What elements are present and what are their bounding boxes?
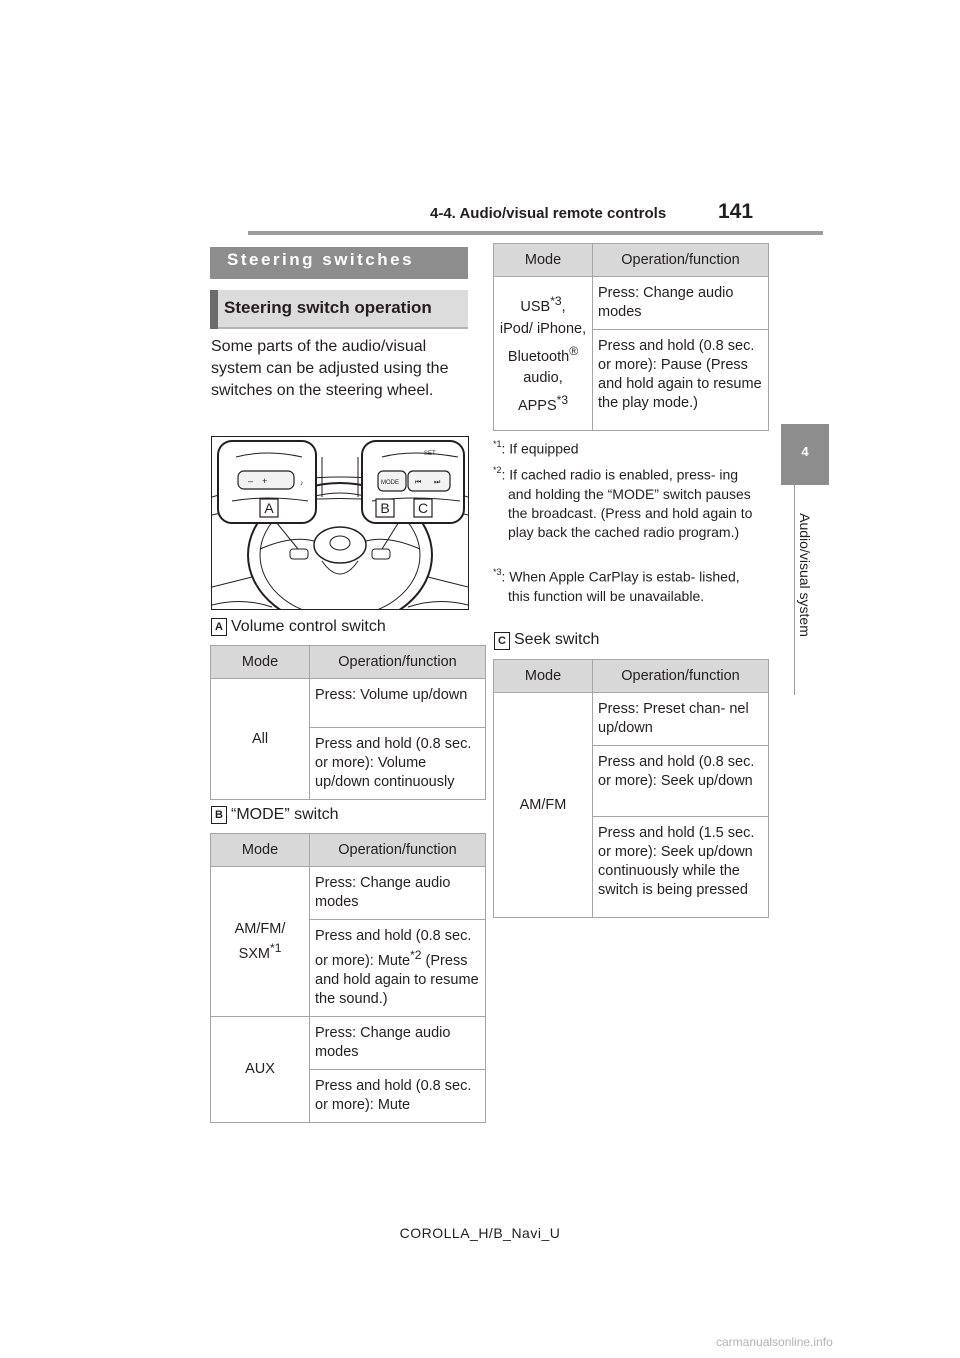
col-header-operation: Operation/function: [593, 244, 769, 277]
mode-switch-table-continued: [493, 243, 769, 431]
switch-b-badge: B: [211, 806, 227, 824]
switch-c-label: Seek switch: [514, 631, 600, 648]
mode-comma: ,: [561, 298, 566, 315]
col-header-mode: Mode: [211, 834, 310, 867]
mode-cell: AUX: [211, 1016, 310, 1122]
footnote-ref: *1: [270, 940, 282, 955]
mode-cell: [494, 277, 593, 431]
footnote-ref: *3: [556, 393, 569, 408]
footnote-mark: *3: [493, 567, 502, 577]
switch-c-badge: C: [494, 632, 510, 650]
footnote-ref: *3: [550, 293, 562, 308]
operation-text: (Press and hold again to resume the sound.): [315, 952, 479, 1007]
callout-a: A: [264, 500, 274, 516]
mode-ipod: iPod/ iPhone,: [499, 320, 587, 337]
mode-cell: All: [211, 679, 310, 800]
mode-apps: APPS: [517, 398, 557, 415]
operation-cell: Press: Change audio modes: [593, 277, 769, 330]
switch-a-label: Volume control switch: [231, 618, 386, 635]
steering-wheel-illustration: [211, 436, 469, 610]
intro-paragraph: Some parts of the audio/visual system can be adjusted using the switches on the steering wheel.: [211, 338, 449, 399]
operation-cell: Press and hold (1.5 sec. or more): Seek up/down continuously while the switch is being pressed: [593, 817, 769, 918]
switch-b-label: “MODE” switch: [231, 806, 339, 823]
operation-cell: Press: Preset chan- nel up/down: [593, 693, 769, 746]
mode-cell: [211, 867, 310, 1017]
seek-switch-table: [493, 659, 769, 918]
operation-cell: Press and hold (0.8 sec. or more): Mute: [310, 1069, 486, 1122]
footnote-text: : If equipped: [501, 440, 579, 457]
mode-bluetooth: Bluetooth: [507, 348, 570, 365]
svg-text:♪: ♪: [300, 480, 304, 487]
callout-b: B: [380, 500, 390, 516]
chapter-tab-number: 4: [801, 444, 809, 459]
mode-text: AM/FM/ SXM: [234, 920, 286, 962]
footnote-text: : When Apple CarPlay is estab- lished, this function will be unavailable.: [501, 568, 740, 604]
svg-text:SET: SET: [424, 451, 436, 457]
operation-cell: Press and hold (0.8 sec. or more): Pause (Press and hold again to resume the play mode.): [593, 330, 769, 431]
mode-audio: audio,: [523, 370, 563, 387]
footnote-2: [493, 462, 755, 542]
subsection-title: Steering switch operation: [224, 298, 432, 317]
callout-c: C: [417, 500, 429, 516]
mode-switch-table: [210, 833, 486, 1123]
col-header-mode: Mode: [494, 244, 593, 277]
col-header-operation: Operation/function: [310, 834, 486, 867]
chapter-header: 4-4. Audio/visual remote controls: [430, 205, 667, 222]
steering-wheel-drawing: [212, 437, 468, 609]
footnote-ref: *2: [410, 948, 422, 962]
col-header-operation: Operation/function: [310, 646, 486, 679]
footnote-1: [493, 436, 755, 459]
operation-cell: Press and hold (0.8 sec. or more): Volume up/down continuously: [310, 728, 486, 800]
operation-cell: Press: Change audio modes: [310, 1016, 486, 1069]
watermark: carmanualsonline.info: [716, 1335, 833, 1349]
subsection-title-stripe: [210, 290, 218, 329]
operation-cell: Press: Change audio modes: [310, 867, 486, 920]
registered-mark: ®: [569, 343, 579, 358]
operation-cell: [310, 920, 486, 1017]
page-footer: COROLLA_H/B_Navi_U: [399, 1225, 561, 1241]
chapter-tab-rule: [794, 485, 795, 695]
operation-text: Press and hold (0.8 sec. or more): Mute: [315, 928, 472, 969]
svg-text:+: +: [262, 476, 268, 486]
footnote-mark: *1: [493, 439, 502, 449]
volume-switch-table: [210, 645, 486, 800]
svg-text:MODE: MODE: [381, 480, 399, 486]
svg-text:⏭: ⏭: [434, 479, 441, 486]
mode-cell: AM/FM: [494, 693, 593, 918]
col-header-mode: Mode: [211, 646, 310, 679]
operation-cell: Press: Volume up/down: [310, 679, 486, 728]
footnote-text: : If cached radio is enabled, press- ing and holding the “MODE” switch pauses the broadcast. (Press and hold again to play back the cached radio program.): [501, 466, 753, 540]
chapter-tab-label: Audio/visual system: [797, 513, 813, 637]
svg-text:⏮: ⏮: [415, 479, 422, 486]
operation-cell: Press and hold (0.8 sec. or more): Seek up/down: [593, 746, 769, 817]
col-header-mode: Mode: [494, 660, 593, 693]
mode-usb: USB: [520, 298, 551, 315]
footnote-mark: *2: [493, 465, 502, 475]
col-header-operation: Operation/function: [593, 660, 769, 693]
page-number: 141: [718, 200, 754, 223]
header-rule: [248, 231, 823, 235]
svg-text:–: –: [248, 476, 254, 486]
footnote-3: [493, 564, 755, 606]
switch-a-badge: A: [211, 618, 227, 636]
section-title: Steering switches: [227, 250, 415, 269]
